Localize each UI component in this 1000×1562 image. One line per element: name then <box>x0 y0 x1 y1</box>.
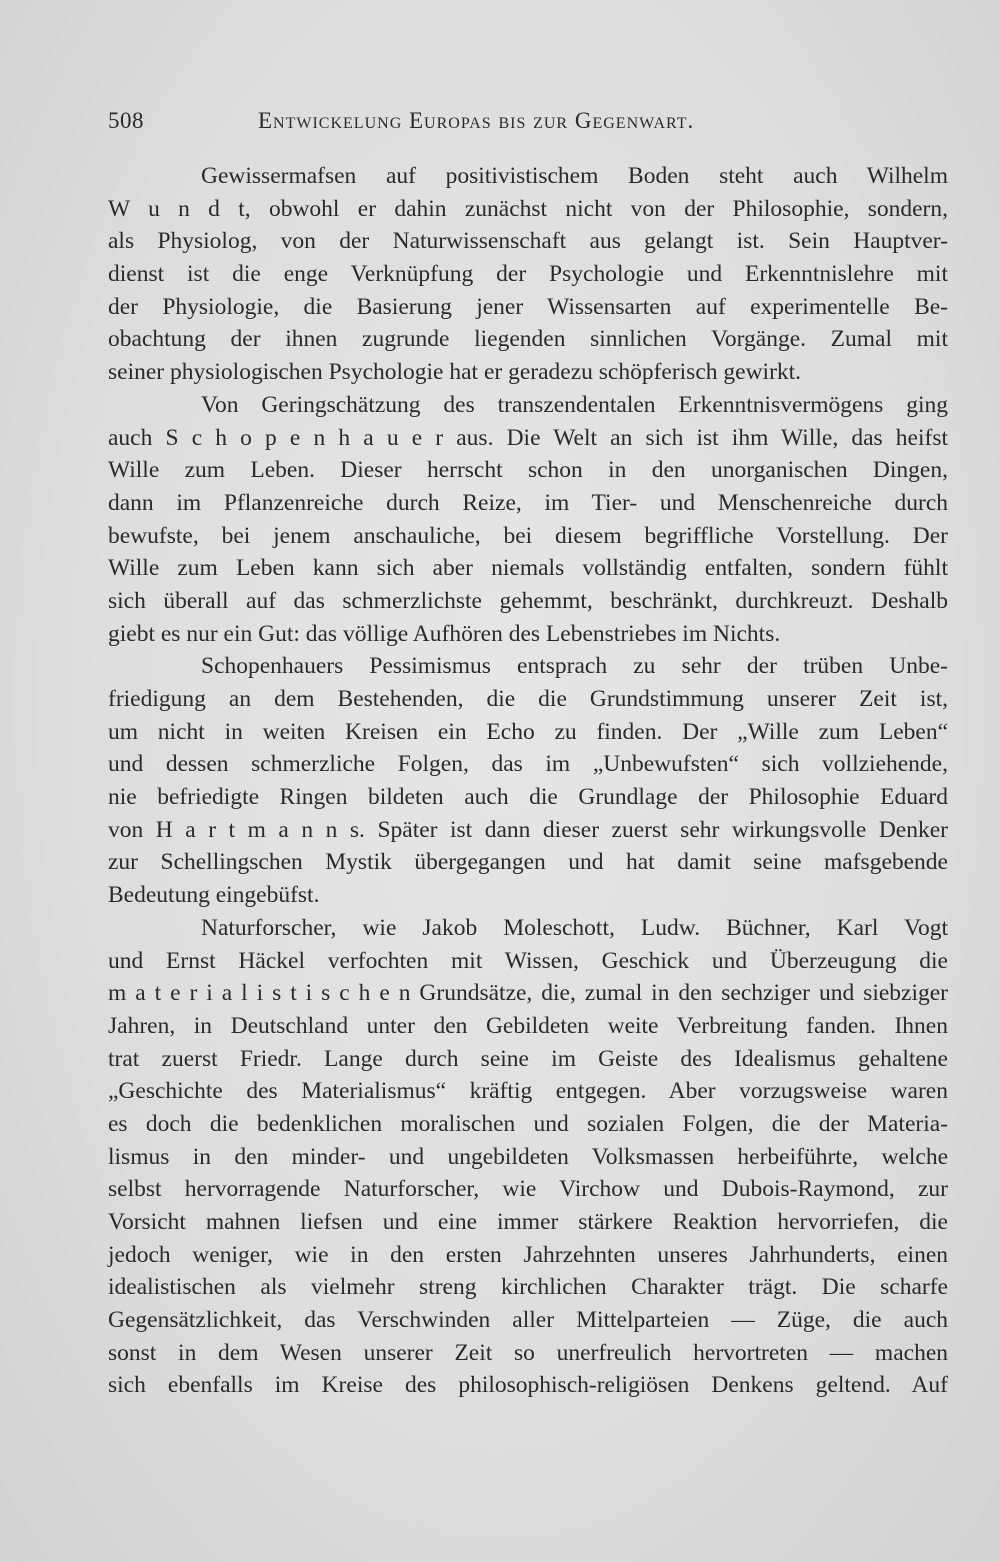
text-line: als Physiolog, von der Naturwissenschaft aus gelangt ist. Sein Hauptver- <box>108 228 948 255</box>
text-line: Vorsicht mahnen liefsen und eine immer stärkere Reaktion hervorriefen, die <box>108 1209 948 1235</box>
text-line: idealistischen als vielmehr streng kirchlichen Charakter trägt. Die scharfe <box>108 1274 948 1301</box>
text-line: trat zuerst Friedr. Lange durch seine im Geiste des Idealismus gehaltene <box>108 1045 948 1072</box>
text-line: von H a r t m a n n s. Später ist dann dieser zuerst sehr wirkungsvolle Denker <box>108 816 948 843</box>
text-line: Gegensätzlichkeit, das Verschwinden aller Mittelparteien — Züge, die auch <box>108 1307 948 1334</box>
text-line: Schopenhauers Pessimismus entsprach zu sehr der trüben Unbe- <box>201 653 948 680</box>
text-line: W u n d t, obwohl er dahin zunächst nicht von der Philosophie, sondern, <box>108 195 948 222</box>
text-line: Jahren, in Deutschland unter den Gebildeten weite Verbreitung fanden. Ihnen <box>108 1012 948 1039</box>
page-header <box>108 108 944 142</box>
text-line: und Ernst Häckel verfochten mit Wissen, Geschick und Überzeugung die <box>108 947 948 974</box>
text-line: lismus in den minder- und ungebildeten Volksmassen herbeiführte, welche <box>108 1143 948 1170</box>
text-line: Wille zum Leben. Dieser herrscht schon in den unorganischen Dingen, <box>108 457 948 484</box>
running-title: Entwickelung Europas bis zur Gegenwart. <box>258 108 695 133</box>
text-line: Von Geringschätzung des transzendentalen Erkenntnisvermögens ging <box>201 391 948 418</box>
text-line: bewufste, bei jenem anschauliche, bei diesem begriffliche Vorstellung. Der <box>108 522 948 549</box>
text-line: jedoch weniger, wie in den ersten Jahrzehnten unseres Jahrhunderts, einen <box>108 1241 948 1268</box>
paragraph-pessimismus <box>108 650 948 912</box>
text-line: auch S c h o p e n h a u e r aus. Die Welt an sich ist ihm Wille, das heifst <box>108 424 948 451</box>
text-line: friedigung an dem Bestehenden, die die Grundstimmung unserer Zeit ist, <box>108 686 948 712</box>
text-line: der Physiologie, die Basierung jener Wissensarten auf experimentelle Be- <box>108 293 948 320</box>
text-line: dienst ist die enge Verknüpfung der Psychologie und Erkenntnislehre mit <box>108 261 948 288</box>
text-line: Gewissermafsen auf positivistischem Boden steht auch Wilhelm <box>201 163 948 189</box>
text-line: zur Schellingschen Mystik übergegangen und hat damit seine mafsgebende <box>108 849 948 876</box>
text-line: selbst hervorragende Naturforscher, wie Virchow und Dubois-Raymond, zur <box>108 1176 948 1203</box>
paragraph-materialismus <box>108 912 948 1402</box>
text-line: Wille zum Leben kann sich aber niemals vollständig entfalten, sondern fühlt <box>108 555 948 582</box>
text-line: m a t e r i a l i s t i s c h e n Grundsätze, die, zumal in den sechziger und siebziger <box>108 980 948 1007</box>
text-line: sich ebenfalls im Kreise des philosophisch-religiösen Denkens geltend. Auf <box>108 1372 948 1399</box>
text-line: und dessen schmerzliche Folgen, das im „Unbewufsten“ sich vollziehende, <box>108 751 948 778</box>
text-line: giebt es nur ein Gut: das völlige Aufhören des Lebenstriebes im Nichts. <box>108 620 781 647</box>
text-line: es doch die bedenklichen moralischen und sozialen Folgen, die der Materia- <box>108 1110 948 1137</box>
text-line: um nicht in weiten Kreisen ein Echo zu finden. Der „Wille zum Leben“ <box>108 718 948 745</box>
paragraph-schopenhauer <box>108 389 948 651</box>
body-text <box>108 160 948 1402</box>
page-number: 508 <box>108 108 144 133</box>
text-line: Bedeutung eingebüfst. <box>108 882 320 909</box>
paragraph-wundt <box>108 160 948 389</box>
text-line: Naturforscher, wie Jakob Moleschott, Ludw. Büchner, Karl Vogt <box>201 914 948 941</box>
text-line: „Geschichte des Materialismus“ kräftig entgegen. Aber vorzugsweise waren <box>108 1078 948 1105</box>
text-line: sonst in dem Wesen unserer Zeit so unerfreulich hervortreten — machen <box>108 1339 948 1366</box>
text-line: sich überall auf das schmerzlichste gehemmt, beschränkt, durchkreuzt. Deshalb <box>108 587 948 614</box>
text-line: obachtung der ihnen zugrunde liegenden sinnlichen Vorgänge. Zumal mit <box>108 326 948 353</box>
text-line: nie befriedigte Ringen bildeten auch die Grundlage der Philosophie Eduard <box>108 784 948 811</box>
text-line: dann im Pflanzenreiche durch Reize, im Tier- und Menschenreiche durch <box>108 489 948 516</box>
text-line: seiner physiologischen Psychologie hat er geradezu schöpferisch gewirkt. <box>108 359 802 386</box>
